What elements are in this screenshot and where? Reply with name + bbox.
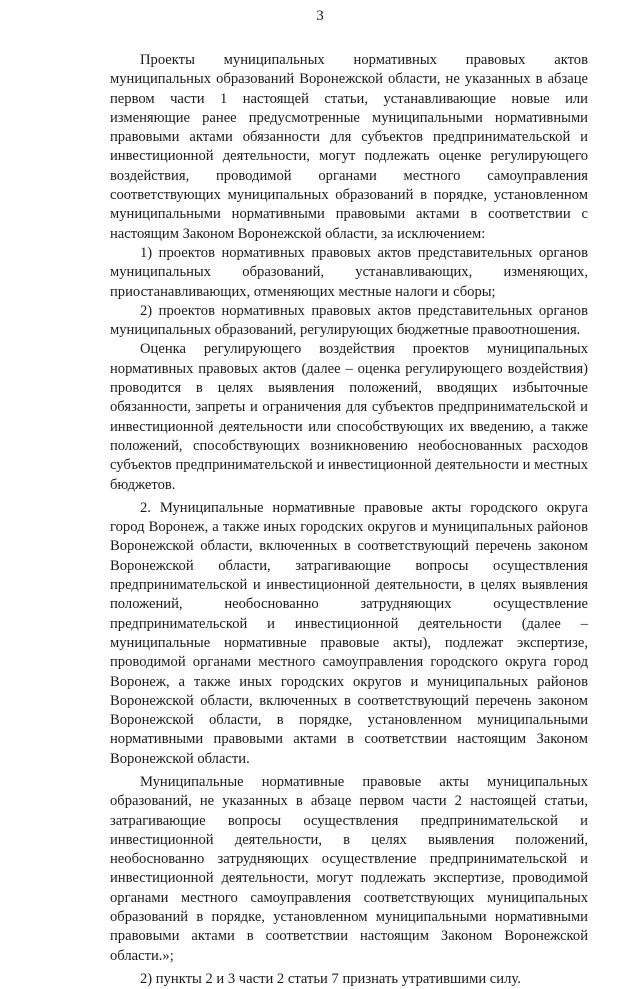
paragraph-draft-acts: Проекты муниципальных нормативных правовых актов муниципальных образований Воронежской области, не указанных в абзаце первом части 1 настоящей статьи, устанавливающие новые или изменяющие ранее предусмотренные муниципальными нормативными правовыми актами обязанности для субъектов предпринимательской и инвестиционной деятельности, могут подлежать оценке регулирующего воздействия, проводимой органами местного самоуправления соответствующих муниципальных образований в порядке, установленном муниципальными нормативными правовыми актами в соответствии с настоящим Законом Воронежской области, за исключением: bbox=[110, 52, 588, 242]
paragraph-assessment: Оценка регулирующего воздействия проектов муниципальных нормативных правовых актов (далее – оценка регулирующего воздействия) проводится в целях выявления положений, вводящих избыточные обязанности, запреты и ограничения для субъектов предпринимательской и инвестиционной деятельности или способствующих их введению, а также положений, способствующих возникновению необоснованных расходов субъектов предпринимательской и инвестиционной деятельности и местных бюджетов. bbox=[110, 341, 588, 493]
paragraph-exception-2: 2) проектов нормативных правовых актов представительных органов муниципальных образований, регулирующих бюджетные правоотношения. bbox=[110, 302, 588, 339]
paragraph-other-municipalities: Муниципальные нормативные правовые акты муниципальных образований, не указанных в абзаце первом части 2 настоящей статьи, затрагивающие вопросы осуществления предпринимательской и инвестиционной деятельности, в целях выявления положений, необоснованно затрудняющих осуществление предпринимательской и инвестиционной деятельности, могут подлежать экспертизе, проводимой органами местного самоуправления соответствующих муниципальных образований в порядке, установленном муниципальными нормативными правовыми актами в соответствии настоящим Законом Воронежской области.»; bbox=[110, 773, 588, 964]
page-number: 3 bbox=[316, 8, 324, 24]
paragraph-part-2: 2. Муниципальные нормативные правовые акты городского округа город Воронеж, а также иных городских округов и муниципальных районов Воронежской области, включенных в соответствующий перечень законом Воронежской области, затрагивающие вопросы осуществления предпринимательской и инвестиционной деятельности, в целях выявления положений, необоснованно затрудняющих осуществление предпринимательской и инвестиционной деятельности (далее – муниципальные нормативные правовые акты), подлежат экспертизе, проводимой органами местного самоуправления городского округа город Воронеж, а также иных городских округов и муниципальных районов Воронежской области, включенных в соответствующий перечень законом Воронежской области, в порядке, установленном муниципальными нормативными правовыми актами в соответствии настоящим Законом Воронежской области. bbox=[110, 499, 588, 767]
document-body bbox=[110, 51, 588, 989]
paragraph-repeal: 2) пункты 2 и 3 части 2 статьи 7 признать утратившими силу. bbox=[140, 970, 521, 987]
paragraph-exception-1: 1) проектов нормативных правовых актов представительных органов муниципальных образований, устанавливающих, изменяющих, приостанавливающих, отменяющих местные налоги и сборы; bbox=[110, 244, 588, 300]
